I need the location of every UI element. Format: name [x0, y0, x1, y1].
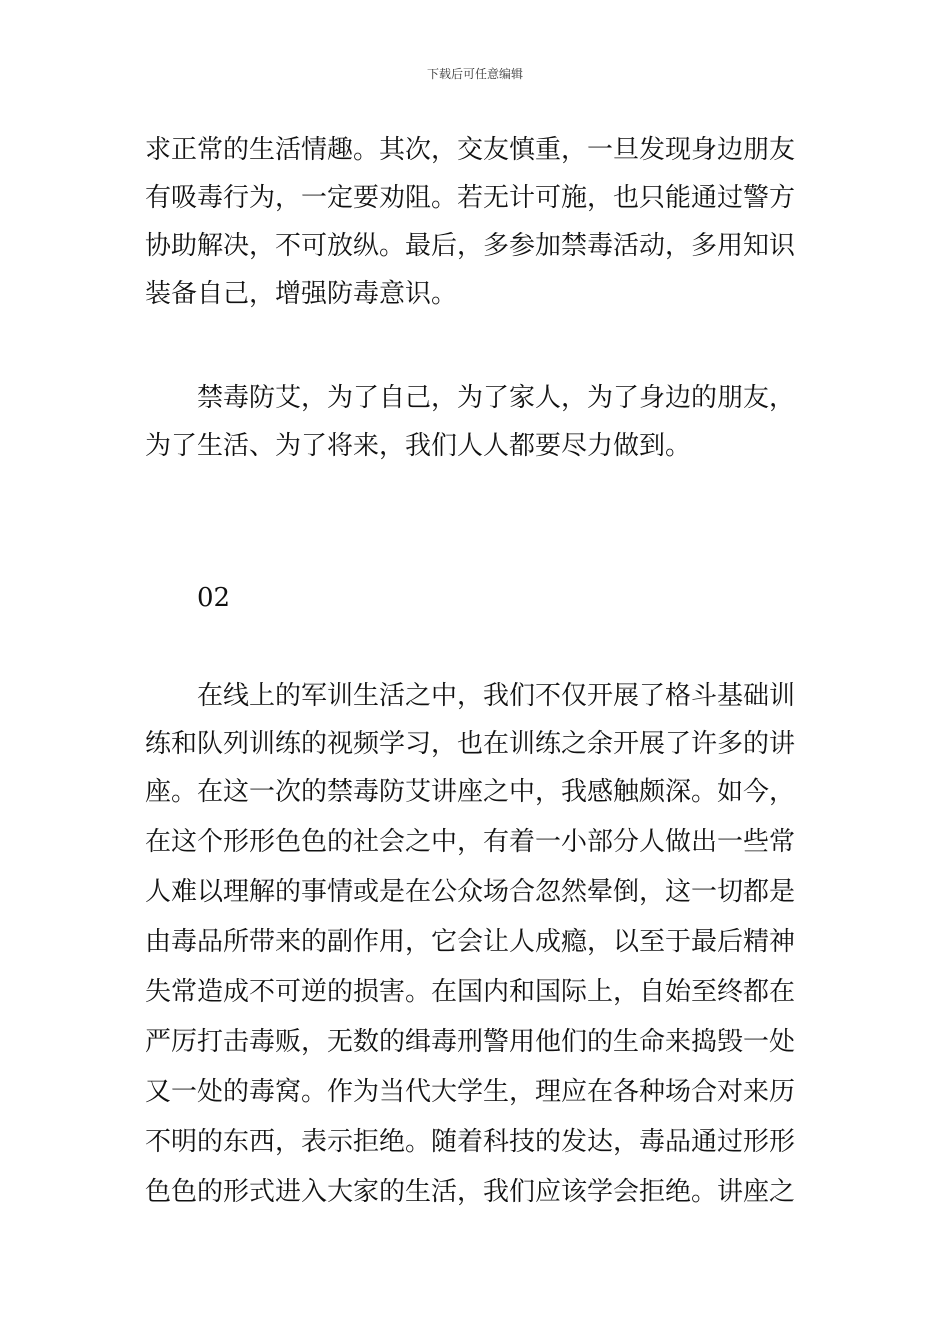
text-line: 在线上的军训生活之中，我们不仅开展了格斗基础训	[197, 681, 796, 711]
text-line: 不明的东西，表示拒绝。随着科技的发达，毒品通过形形	[145, 1127, 796, 1157]
text-line: 练和队列训练的视频学习，也在训练之余开展了许多的讲	[145, 729, 796, 759]
text-line: 为了生活、为了将来，我们人人都要尽力做到。	[145, 431, 692, 461]
text-line: 色色的形式进入大家的生活，我们应该学会拒绝。讲座之	[145, 1177, 796, 1207]
text-line: 由毒品所带来的副作用，它会让人成瘾，以至于最后精神	[145, 927, 796, 957]
text-line: 又一处的毒窝。作为当代大学生，理应在各种场合对来历	[145, 1077, 796, 1107]
text-line: 求正常的生活情趣。其次，交友慎重，一旦发现身边朋友	[145, 135, 796, 165]
text-line: 失常造成不可逆的损害。在国内和国际上，自始至终都在	[145, 977, 796, 1007]
page-header: 下载后可任意编辑	[426, 67, 523, 81]
text-line: 装备自己，增强防毒意识。	[145, 279, 458, 309]
text-line: 座。在这一次的禁毒防艾讲座之中，我感触颇深。如今，	[145, 777, 796, 807]
text-line: 严厉打击毒贩，无数的缉毒刑警用他们的生命来捣毁一处	[145, 1027, 796, 1057]
text-line: 在这个形形色色的社会之中，有着一小部分人做出一些常	[145, 827, 796, 857]
text-line: 禁毒防艾，为了自己，为了家人，为了身边的朋友，	[197, 383, 796, 413]
section-number-text: 02	[197, 583, 231, 613]
text-line: 人难以理解的事情或是在公众场合忽然晕倒，这一切都是	[145, 877, 796, 907]
text-line: 协助解决，不可放纵。最后，多参加禁毒活动，多用知识	[145, 231, 796, 261]
text-line: 有吸毒行为，一定要劝阻。若无计可施，也只能通过警方	[145, 183, 796, 213]
